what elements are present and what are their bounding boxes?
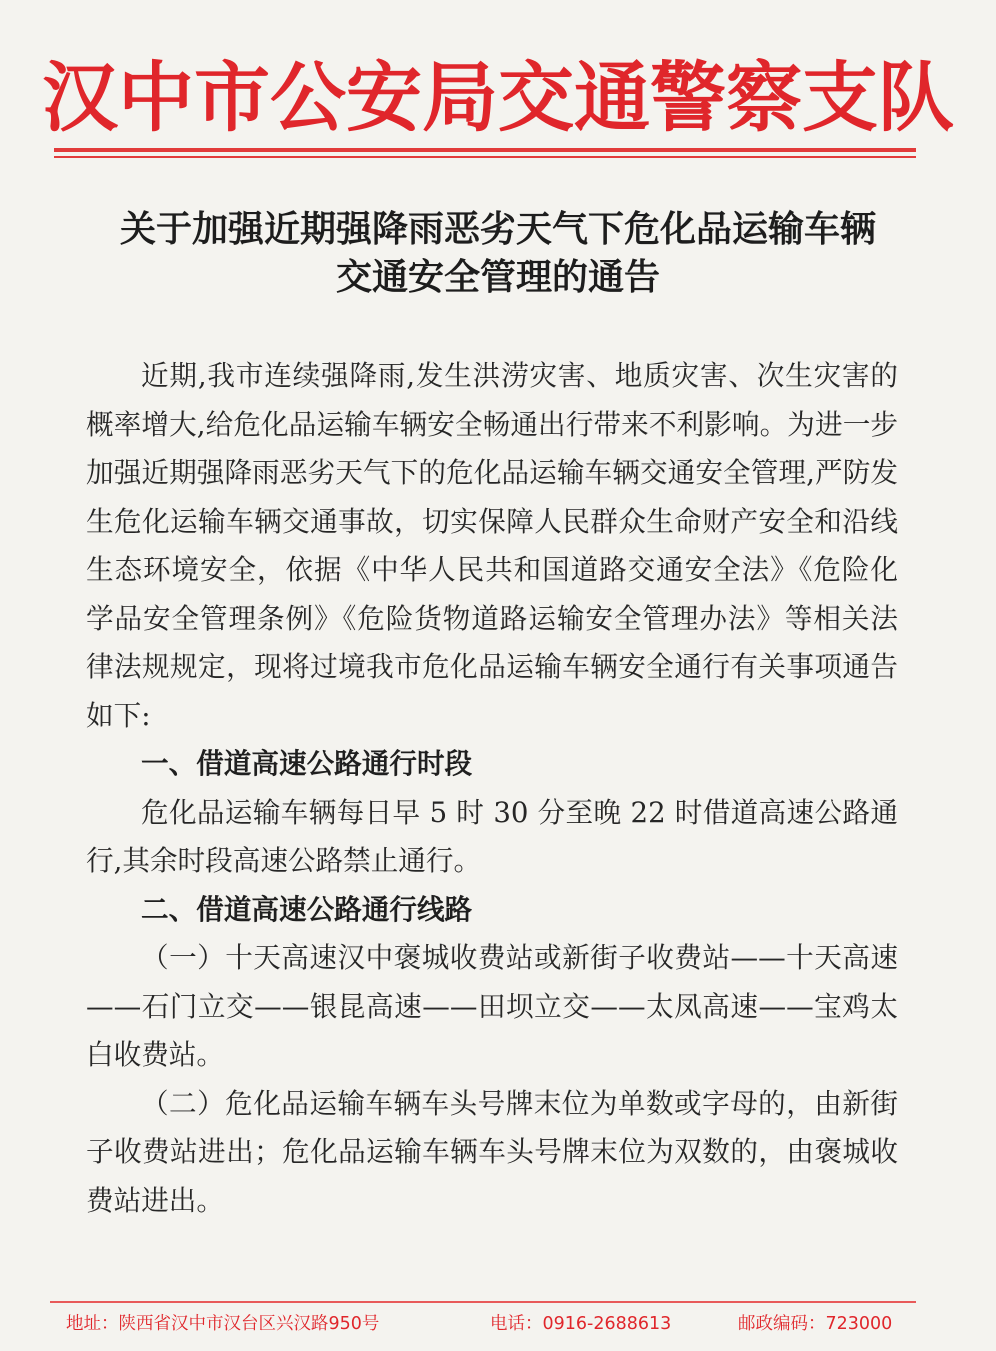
section-2-item-2: （二）危化品运输车辆车头号牌末位为单数或字母的，由新街子收费站进出；危化品运输车辆车头号牌末位为双数的，由褒城收费站进出。 bbox=[86, 1086, 898, 1217]
footer-phone: 电话：0916-2688613 bbox=[490, 1314, 672, 1334]
footer-postal-code: 邮政编码：723000 bbox=[738, 1314, 893, 1334]
section-1-heading: 一、借道高速公路通行时段 bbox=[141, 747, 473, 780]
section-2-heading: 二、借道高速公路通行线路 bbox=[141, 892, 473, 926]
section-1-paragraph: 危化品运输车辆每日早 5 时 30 分至晚 22 时借道高速公路通行,其余时段高速公路禁止通行。 bbox=[86, 795, 898, 877]
letterhead-org-name: 汉中市公安局交通警察支队 bbox=[42, 53, 954, 142]
notice-body bbox=[86, 352, 898, 1225]
intro-paragraph: 近期,我市连续强降雨,发生洪涝灾害、地质灾害、次生灾害的概率增大,给危化品运输车辆安全畅通出行带来不利影响。为进一步加强近期强降雨恶劣天气下的危化品运输车辆交通安全管理,严防发生危化运输车辆交通事故，切实保障人民群众生命财产安全和沿线生态环境安全，依据《中华人民共和国道路交通安全法》《危险化学品安全管理条例》《危险货物道路运输安全管理办法》等相关法律法规规定，现将过境我市危化品运输车辆安全通行有关事项通告如下: bbox=[86, 359, 898, 732]
notice-title-line-1: 关于加强近期强降雨恶劣天气下危化品运输车辆 bbox=[119, 208, 876, 250]
section-2-item-1: （一）十天高速汉中褒城收费站或新街子收费站——十天高速——石门立交——银昆高速——田坝立交——太凤高速——宝鸡太白收费站。 bbox=[86, 941, 898, 1071]
letterhead-divider-thin bbox=[54, 156, 916, 158]
footer-divider bbox=[50, 1301, 916, 1303]
letterhead-divider-thick bbox=[54, 148, 916, 152]
notice-title-line-2: 交通安全管理的通告 bbox=[335, 256, 660, 298]
footer-address: 地址：陕西省汉中市汉台区兴汉路950号 bbox=[66, 1314, 380, 1334]
